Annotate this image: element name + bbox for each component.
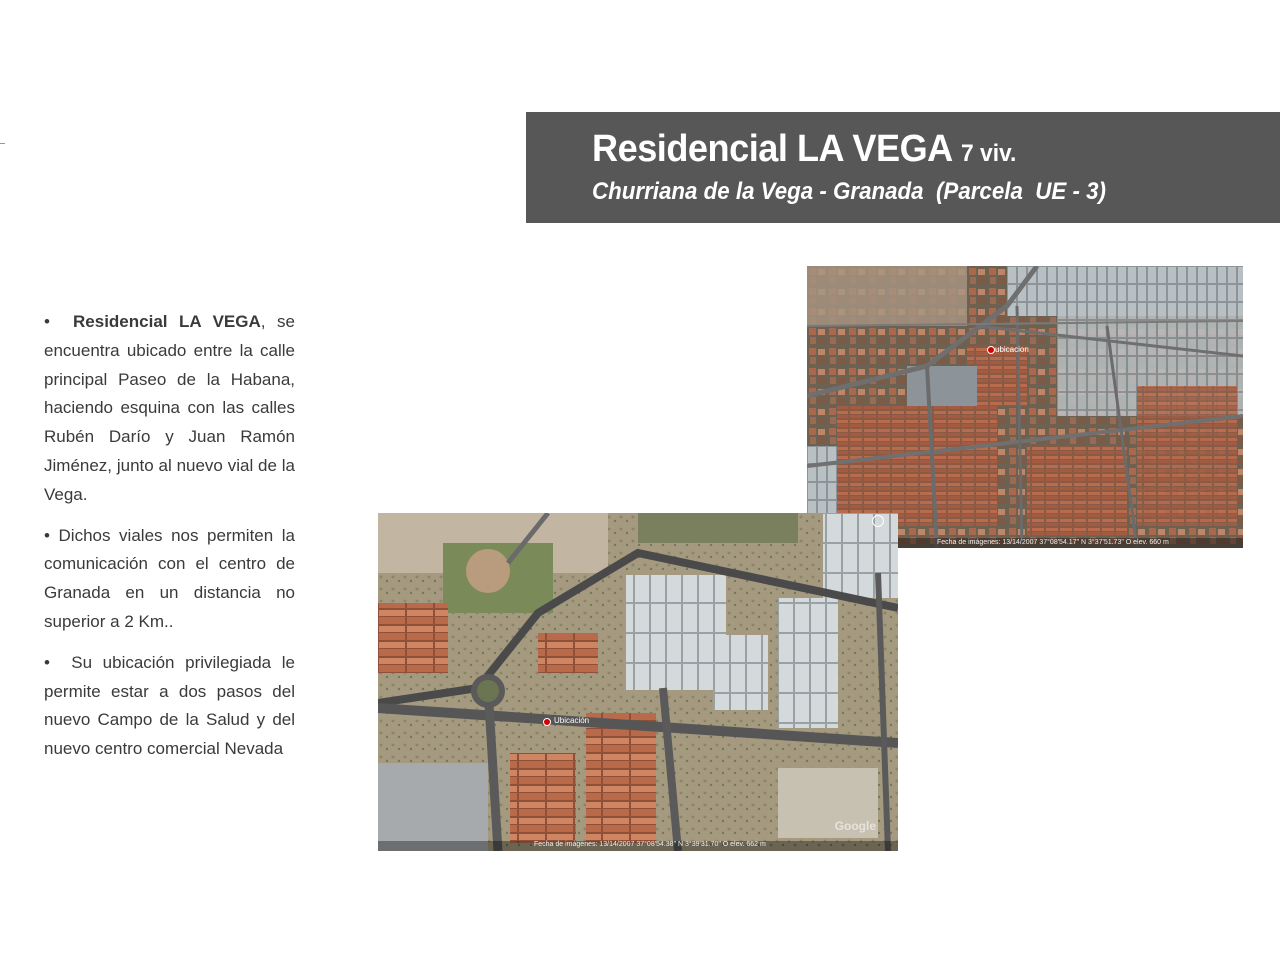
location-pin-icon — [543, 718, 551, 726]
paragraph-location-name: Residencial LA VEGA — [73, 312, 261, 331]
bullet: • — [44, 652, 50, 672]
map-caption: Fecha de imágenes: 13/14/2007 37°08'54.38" N 3°39'31.70" O elev. 662 m — [534, 841, 766, 848]
map-caption: Fecha de imágenes: 13/14/2007 37°08'54.17" N 3°37'51.73" O elev. 660 m — [937, 539, 1169, 546]
corner-mark — [0, 143, 5, 144]
location-pin-icon — [987, 346, 995, 354]
aerial-map-detail-image — [378, 513, 898, 851]
paragraph-privileged-text: Su ubicación privilegiada le permite estar a dos pasos del nuevo Campo de la Salud y del nuevo centro comercial Nevada — [44, 652, 295, 759]
paragraph-roads-text: Dichos viales nos permiten la comunicación con el centro de Granada en un distancia no superior a 2 Km.. — [44, 525, 295, 631]
bullet: • — [44, 525, 50, 545]
description-column — [44, 308, 295, 776]
aerial-map-overview — [807, 266, 1243, 548]
aerial-map-detail — [378, 513, 898, 851]
page-subtitle: Churriana de la Vega - Granada (Parcela UE - 3) — [592, 178, 1106, 205]
title-units: 7 viv. — [961, 140, 1017, 167]
compass-icon — [872, 515, 884, 527]
title-name: Residencial LA VEGA — [592, 128, 952, 170]
aerial-map-overview-image — [807, 266, 1243, 548]
paragraph-roads — [44, 522, 295, 637]
map-watermark: Google — [834, 819, 876, 833]
title-banner — [526, 112, 1280, 223]
paragraph-privileged — [44, 649, 295, 764]
bullet: • — [44, 312, 50, 331]
map-label: ubicacion — [995, 345, 1029, 354]
paragraph-location — [44, 308, 295, 510]
paragraph-location-text: , se encuentra ubicado entre la calle principal Paseo de la Habana, haciendo esquina con las calles Rubén Darío y Juan Ramón Jiménez, junto al nuevo vial de la Vega. — [44, 312, 295, 504]
page-title — [592, 128, 1016, 171]
map-label: Ubicación — [554, 716, 590, 725]
